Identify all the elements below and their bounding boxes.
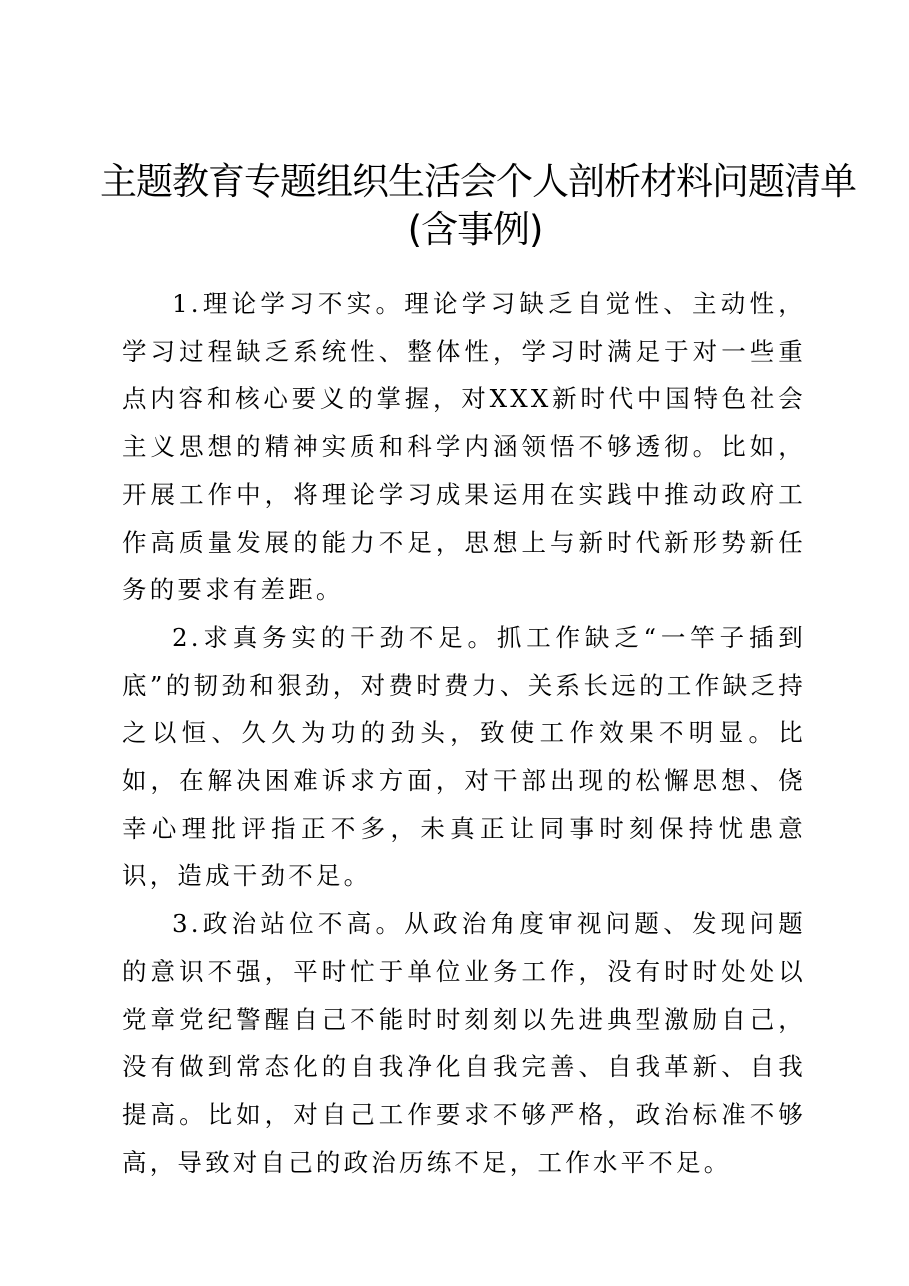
paragraph-2: 2.求真务实的干劲不足。抓工作缺乏“一竿子插到底”的韧劲和狠劲，对费时费力、关系长远的工作缺乏持之以恒、久久为功的劲头，致使工作效果不明显。比如，在解决困难诉求方面，对干部出现的松懈思想、侥幸心理批评指正不多，未真正让同事时刻保持忧患意识，造成干劲不足。 xyxy=(122,622,806,891)
paragraph-3: 3.政治站位不高。从政治角度审视问题、发现问题的意识不强，平时忙于单位业务工作，没有时时处处以党章党纪警醒自己不能时时刻刻以先进典型激励自己，没有做到常态化的自我净化自我完善、自我革新、自我提高。比如，对自己工作要求不够严格，政治标准不够高，导致对自己的政治历练不足，工作水平不足。 xyxy=(122,909,806,1177)
title-line-2: (含事例) xyxy=(407,208,543,251)
document-title xyxy=(100,158,856,254)
title-line-1: 主题教育专题组织生活会个人剖析材料问题清单 xyxy=(100,160,856,203)
document-body xyxy=(122,280,806,1186)
paragraph-1: 1.理论学习不实。理论学习缺乏自觉性、主动性，学习过程缺乏系统性、整体性，学习时满足于对一些重点内容和核心要义的掌握，对XXX新时代中国特色社会主义思想的精神实质和科学内涵领悟不够透彻。比如，开展工作中，将理论学习成果运用在实践中推动政府工作高质量发展的能力不足，思想上与新时代新形势新任务的要求有差距。 xyxy=(122,289,806,605)
